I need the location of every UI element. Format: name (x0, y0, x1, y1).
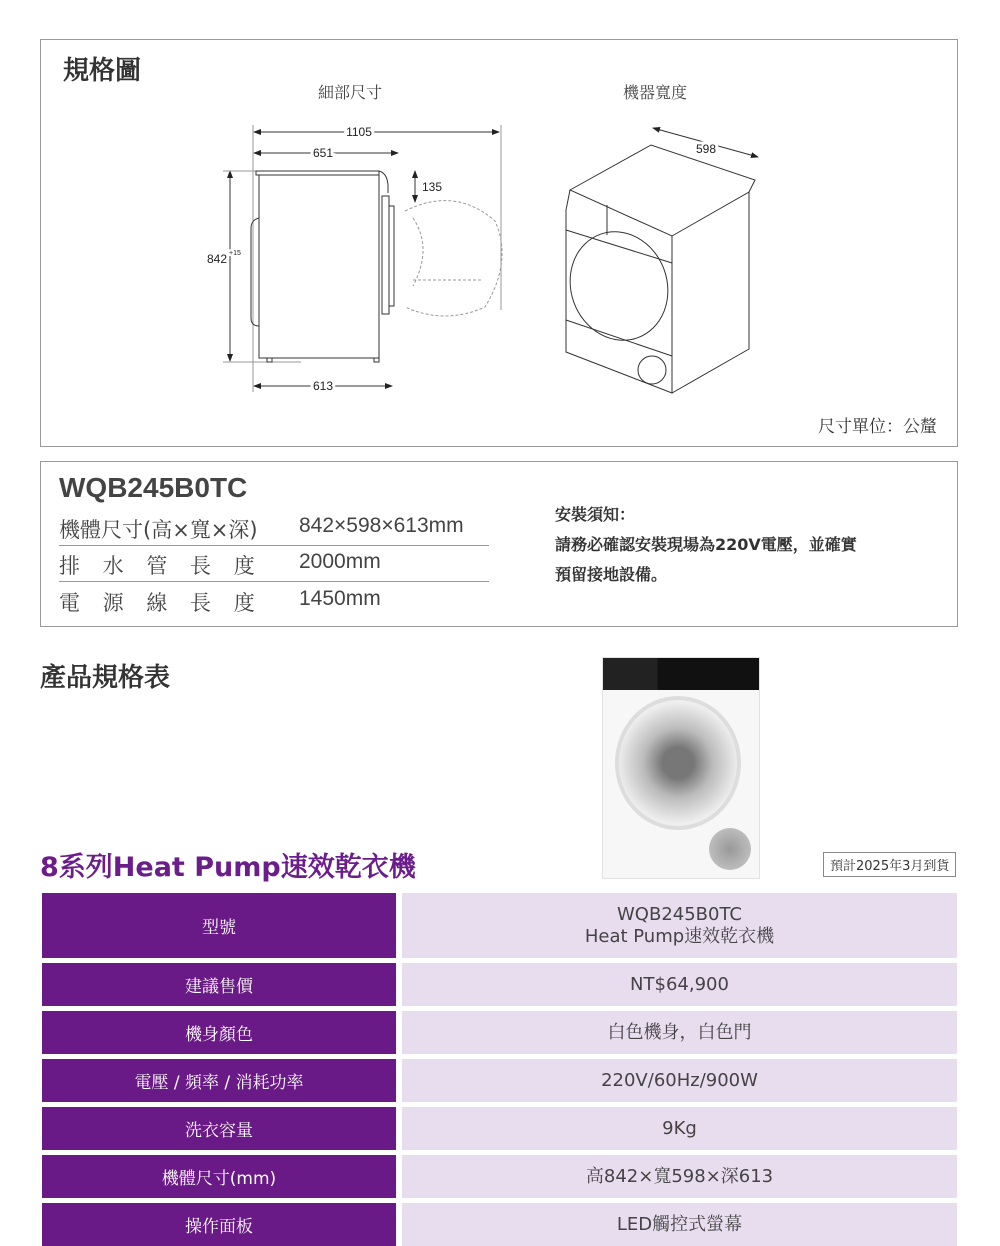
table-row (42, 963, 957, 1006)
table-value: 220V/60Hz/900W (402, 1059, 957, 1102)
summary-row (59, 550, 489, 580)
table-label: 操作面板 (42, 1203, 396, 1246)
install-line-2: 預留接地設備。 (555, 565, 668, 584)
eta-badge: 預計2025年3月到貨 (823, 852, 956, 877)
dim-total-depth: 1105 (346, 125, 372, 139)
dim-base-depth: 613 (312, 379, 334, 393)
table-value: LED觸控式螢幕 (402, 1203, 957, 1246)
dim-height: 842 (206, 252, 227, 266)
model-value: WQB245B0TC (617, 903, 742, 925)
summary-value: 2000mm (299, 550, 381, 573)
table-label: 型號 (42, 893, 396, 958)
install-title: 安裝須知： (555, 505, 636, 524)
table-value: 高842×寬598×深613 (402, 1155, 957, 1198)
table-row (42, 1155, 957, 1198)
filter-graphic (709, 828, 751, 870)
table-label: 洗衣容量 (42, 1107, 396, 1150)
control-panel-graphic (603, 658, 759, 690)
install-line-1: 請務必確認安裝現場為220V電壓，並確實 (555, 535, 857, 554)
summary-label: 排 水 管 長 度 (59, 554, 263, 578)
model-summary-panel (40, 461, 958, 627)
product-name: 8系列Heat Pump速效乾衣機 (40, 852, 416, 883)
table-row (42, 1059, 957, 1102)
product-spec-title: 產品規格表 (40, 663, 171, 693)
dimension-drawing (41, 40, 957, 446)
dim-height-tolerance: +15 (229, 250, 241, 257)
product-image (602, 657, 760, 879)
table-label: 機身顏色 (42, 1011, 396, 1054)
summary-label: 電 源 線 長 度 (59, 591, 263, 615)
spec-drawing-title: 規格圖 (63, 56, 142, 86)
table-row (42, 1011, 957, 1054)
spec-drawing-panel (40, 39, 958, 447)
summary-value: 842×598×613mm (299, 514, 464, 537)
divider (59, 581, 489, 582)
dim-door-offset: 135 (422, 180, 443, 194)
table-value: 白色機身，白色門 (402, 1011, 957, 1054)
summary-row (59, 587, 489, 617)
model-desc: Heat Pump速效乾衣機 (584, 925, 775, 947)
dim-body-depth: 651 (312, 146, 334, 160)
table-label: 機體尺寸(mm) (42, 1155, 396, 1198)
unit-note: 尺寸單位：公釐 (818, 417, 937, 437)
summary-value: 1450mm (299, 587, 381, 610)
table-row (42, 1203, 957, 1246)
dim-width: 598 (695, 142, 717, 156)
divider (59, 545, 489, 546)
table-row (42, 1107, 957, 1150)
side-view-caption: 細部尺寸 (318, 83, 383, 102)
summary-row (59, 514, 489, 544)
front-view-caption: 機器寬度 (623, 83, 688, 102)
table-label: 電壓 / 頻率 / 消耗功率 (42, 1059, 396, 1102)
summary-label: 機體尺寸(高×寬×深) (59, 518, 258, 542)
table-value: NT$64,900 (402, 963, 957, 1006)
model-number: WQB245B0TC (59, 472, 248, 503)
table-value (402, 893, 957, 958)
table-value: 9Kg (402, 1107, 957, 1150)
door-graphic (615, 696, 741, 830)
table-row (42, 893, 957, 958)
table-label: 建議售價 (42, 963, 396, 1006)
